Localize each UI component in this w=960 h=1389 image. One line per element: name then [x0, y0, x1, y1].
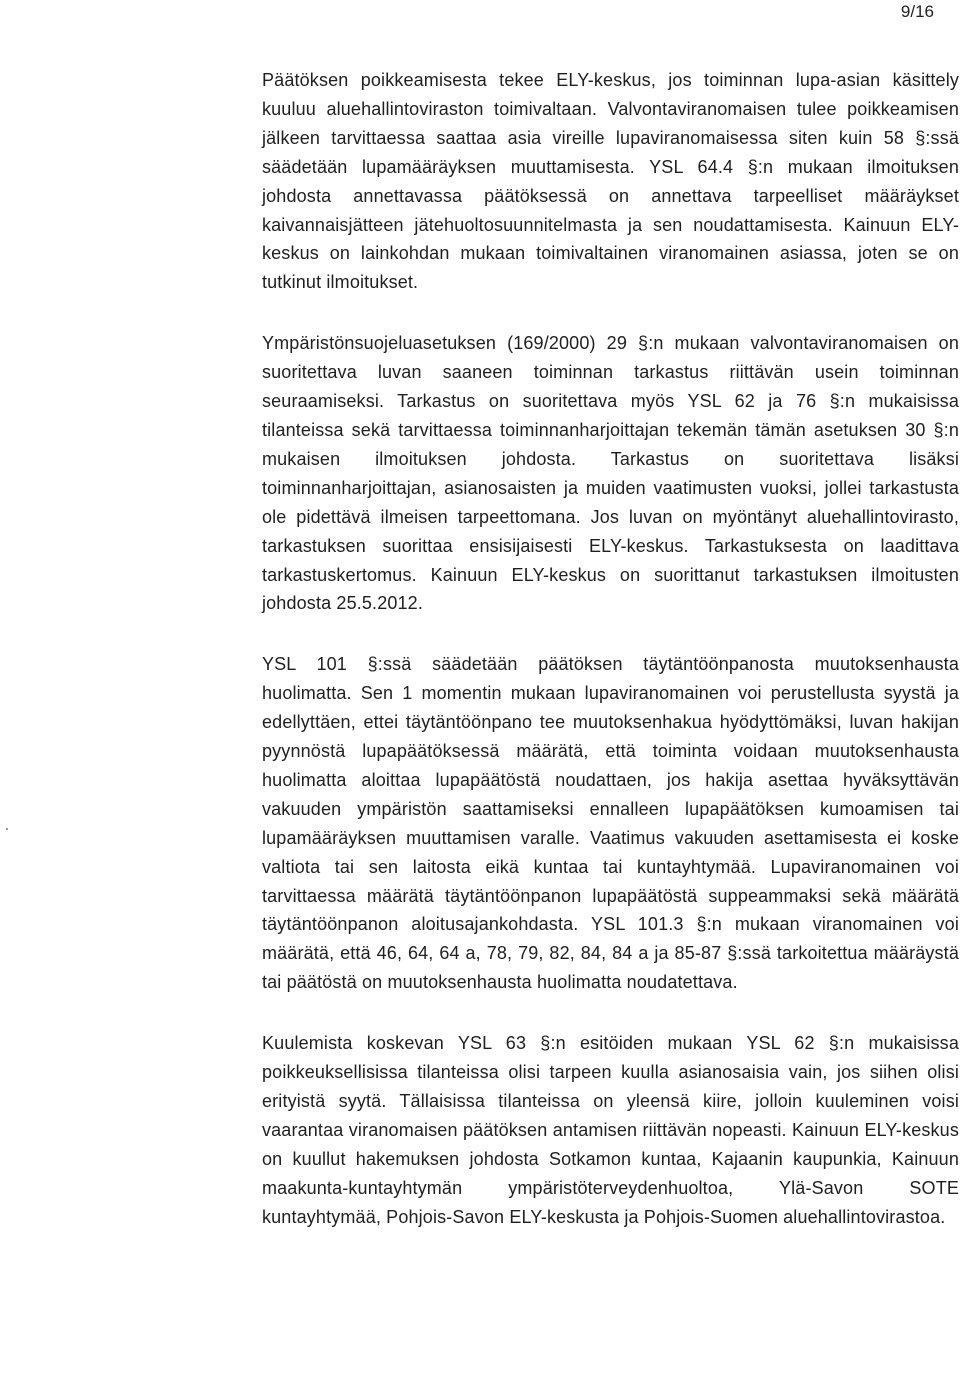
scan-speck: [6, 828, 8, 830]
document-body: [262, 66, 959, 1232]
paragraph-enforcement: YSL 101 §:ssä säädetään päätöksen täytäntöönpanosta muutoksenhausta huolimatta. Sen 1 momentin mukaan lupaviranomainen voi perustellusta syystä ja edellyttäen, ettei täytäntöönpano tee muutoksenhakua hyödyttömäksi, luvan hakijan pyynnöstä lupapäätöksessä määrätä, että toiminta voidaan muutoksenhausta huolimatta aloittaa lupapäätöstä noudattaen, jos hakija asettaa hyväksyttävän vakuuden ympäristön saattamiseksi ennalleen lupapäätöksen kumoamisen tai lupamääräyksen muuttamisen varalle. Vaatimus vakuuden asettamisesta ei koske valtiota tai sen laitosta eikä kuntaa tai kuntayhtymää. Lupaviranomainen voi tarvittaessa määrätä täytäntöönpanon lupapäätöstä suppeammaksi sekä määrätä täytäntöönpanon aloitusajankohdasta. YSL 101.3 §:n mukaan viranomainen voi määrätä, että 46, 64, 64 a, 78, 79, 82, 84, 84 a ja 85-87 §:ssä tarkoitettua määräystä tai päätöstä on muutoksenhausta huolimatta noudatettava.: [262, 654, 959, 993]
page-number: 9/16: [900, 2, 934, 21]
paragraph-hearing: Kuulemista koskevan YSL 63 §:n esitöiden mukaan YSL 62 §:n mukaisissa poikkeuksellisissa tilanteissa olisi tarpeen kuulla asianosaisia vain, jos siihen olisi erityistä syytä. Tällaisissa tilanteissa on yleensä kiire, jolloin kuuleminen voisi vaarantaa viranomaisen päätöksen antamisen riittävän nopeasti. Kainuun ELY-keskus on kuullut hakemuksen johdosta Sotkamon kuntaa, Kajaanin kaupunkia, Kainuun maakunta-kuntayhtymän ympäristöterveydenhuoltoa, Ylä-Savon SOTE kuntayhtymää, Pohjois-Savon ELY-keskusta ja Pohjois-Suomen aluehallintovirastoa.: [262, 1033, 959, 1227]
paragraph-exception-decision: Päätöksen poikkeamisesta tekee ELY-keskus, jos toiminnan lupa-asian käsittely kuuluu aluehallintoviraston toimivaltaan. Valvontaviranomaisen tulee poikkeamisen jälkeen tarvittaessa saattaa asia vireille lupaviranomaisessa siten kuin 58 §:ssä säädetään lupamääräyksen muuttamisesta. YSL 64.4 §:n mukaan ilmoituksen johdosta annettavassa päätöksessä on annettava tarpeelliset määräykset kaivannaisjätteen jätehuoltosuunnitelmasta ja sen noudattamisesta. Kainuun ELY-keskus on lainkohdan mukaan toimivaltainen viranomainen asiassa, joten se on tutkinut ilmoitukset.: [262, 70, 959, 293]
paragraph-inspection: Ympäristönsuojeluasetuksen (169/2000) 29 §:n mukaan valvontaviranomaisen on suoritettava luvan saaneen toiminnan tarkastus riittävän usein toiminnan seuraamiseksi. Tarkastus on suoritettava myös YSL 62 ja 76 §:n mukaisissa tilanteissa sekä tarvittaessa toiminnanharjoittajan tekemän tämän asetuksen 30 §:n mukaisen ilmoituksen johdosta. Tarkastus on suoritettava lisäksi toiminnanharjoittajan, asianosaisten ja muiden vaatimusten vuoksi, jollei tarkastusta ole pidettävä ilmeisen tarpeettomana. Jos luvan on myöntänyt aluehallintovirasto, tarkastuksen suorittaa ensisijaisesti ELY-keskus. Tarkastuksesta on laadittava tarkastuskertomus. Kainuun ELY-keskus on suorittanut tarkastuksen ilmoitusten johdosta 25.5.2012.: [262, 333, 959, 614]
